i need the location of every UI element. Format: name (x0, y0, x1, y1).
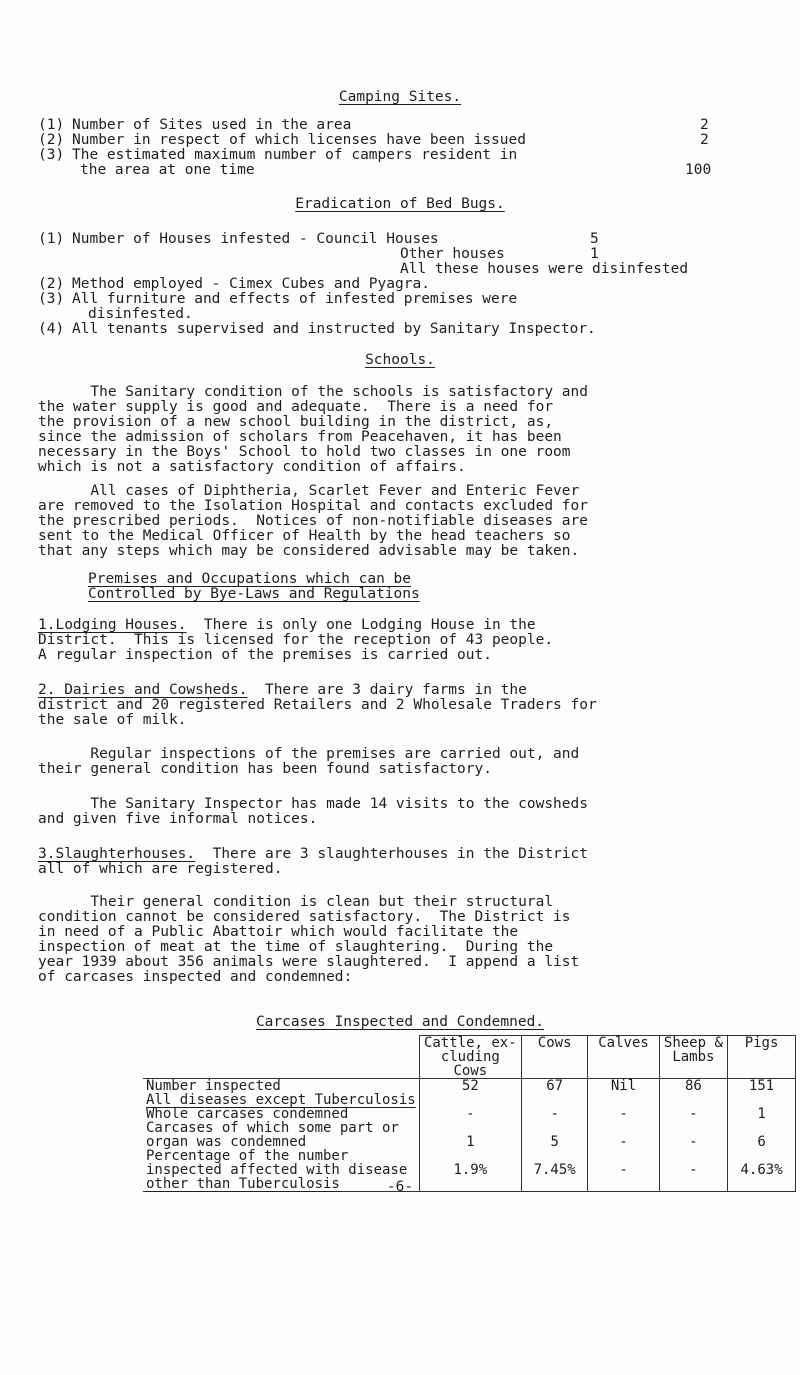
document-page: Camping Sites. (1) Number of Sites used in the area 2 (2) Number in respect of which licenses have been issued 2 (3) The estimated maximum number of campers resident in the area at one time 100 Eradication of Bed Bugs. (1) Number of Houses infested - Council Houses 5 Other houses 1 All these houses were disinfested (2) Method employed - Cimex Cubes and Pyagra. (3) All furniture and effects of infested premises were disinfested. (4) All tenants supervised and instructed by Sanitary Inspector. Schools. The Sanitary condition of the schools is satisfactory and the water supply is good and adequate. There is a need for the provision of a new school building in the district, as, since the admission of scholars from Peacehaven, it has been necessary in the Boys' School to hold two classes in one room which is not a satisfactory condition of affairs. All cases of Diphtheria, Scarlet Fever and Enteric Fever are removed to the Isolation Hospital and contacts excluded for the prescribed periods. Notices of non-notifiable diseases are sent to the Medical Officer of Health by the head teachers so that any steps which may be considered advisable may be taken. Premises and Occupations which can be Controlled by Bye-Laws and Regulations 1.Lodging Houses. There is only one Lodging House in the District. This is licensed for the reception of 43 people. A regular inspection of the premises is carried out. 2. Dairies and Cowsheds. There are 3 dairy farms in the district and 20 registered Retailers and 2 Wholesale Traders for the sale of milk. Regular inspections of the premises are carried out, and their general condition has been found satisfactory. The Sanitary Inspector has made 14 visits to the cowsheds and given five informal notices. 3.Slaughterhouses. There are 3 slaughterhouses in the District all of which are registered. Their general condition is clean but their structural condition cannot be considered satisfactory. The District is in need of a Public Abattoir which would facilitate the inspection of meat at the time of slaughtering. During the year 1939 about 356 animals were slaughtered. I append a list of carcases inspected and condemned: Carcases Inspected and Condemned. Cattle, ex- cluding Cows Cows Calves Sheep & Lambs Pigs Number inspected 52 67 Nil 86 151 All diseases except Tuberculosis Whole carcases condemned - - - - 1 Carcases of which some part or organ was condemned 1 5 - - 6 Percentage of the number inspected affected with disease other than Tuberculosis 1.9% 7.45% - - 4.63% -6- (0, 0, 800, 1375)
table-cell: 1 (728, 1093, 796, 1121)
table-cell: - (419, 1093, 521, 1121)
table-cell: 6 (728, 1121, 796, 1149)
bugs-item-1: (1) Number of Houses infested - Council Houses 5 (38, 231, 599, 247)
table-cell: 1.9% (419, 1149, 521, 1192)
table-cell: 151 (728, 1079, 796, 1094)
bugs-heading: Eradication of Bed Bugs. (295, 196, 505, 212)
table-row (143, 1093, 796, 1121)
table-cell: 4.63% (728, 1149, 796, 1192)
table-cell: - (659, 1093, 727, 1121)
table-cell: Nil (588, 1079, 659, 1094)
table-cell: 86 (659, 1079, 727, 1094)
bugs-item-3b: disinfested. (88, 306, 193, 322)
carcases-table (143, 1035, 796, 1192)
row-label: Percentage of the number inspected affected with disease other than Tuberculosis (143, 1149, 419, 1192)
row-label: All diseases except Tuberculosis Whole carcases condemned (143, 1093, 419, 1121)
column-header: Cattle, ex- cluding Cows (419, 1036, 521, 1079)
table-cell: - (588, 1093, 659, 1121)
row-label: Carcases of which some part or organ was condemned (143, 1121, 419, 1149)
dairies-heading: 2. Dairies and Cowsheds. (38, 682, 248, 698)
camping-item-3-cont: the area at one time 100 (80, 162, 712, 178)
table-cell: 52 (419, 1079, 521, 1094)
table-row (143, 1121, 796, 1149)
row-label: Number inspected (143, 1079, 419, 1094)
premises-heading-line2: Controlled by Bye-Laws and Regulations (88, 586, 420, 602)
bugs-item-1c: All these houses were disinfested (400, 261, 689, 277)
table-cell: 7.45% (521, 1149, 587, 1192)
premises-heading-line1: Premises and Occupations which can be (88, 571, 412, 587)
table-header-row (143, 1036, 796, 1079)
column-header: Cows (521, 1036, 587, 1079)
table-cell: - (659, 1149, 727, 1192)
camping-item-2: (2) Number in respect of which licenses have been issued 2 (38, 132, 709, 148)
table-cell: - (588, 1149, 659, 1192)
table-cell: - (588, 1121, 659, 1149)
camping-item-3: (3) The estimated maximum number of campers resident in (38, 147, 518, 163)
bugs-item-3: (3) All furniture and effects of infested premises were (38, 291, 518, 307)
table-cell: - (659, 1121, 727, 1149)
camping-item-1: (1) Number of Sites used in the area 2 (38, 117, 709, 133)
column-header: Pigs (728, 1036, 796, 1079)
bugs-item-1b: Other houses 1 (400, 246, 599, 262)
lodging-houses-heading: 1.Lodging Houses. (38, 617, 187, 633)
camping-heading: Camping Sites. (338, 89, 462, 105)
table-cell: 67 (521, 1079, 587, 1094)
table-cell: 1 (419, 1121, 521, 1149)
column-header: Calves (588, 1036, 659, 1079)
table-cell: 5 (521, 1121, 587, 1149)
carcases-heading: Carcases Inspected and Condemned. (255, 1014, 545, 1030)
table-cell: - (521, 1093, 587, 1121)
table-corner (143, 1036, 419, 1079)
page-number: -6- (386, 1179, 414, 1195)
bugs-item-4: (4) All tenants supervised and instructed by Sanitary Inspector. (38, 321, 596, 337)
table-row (143, 1079, 796, 1094)
column-header: Sheep & Lambs (659, 1036, 727, 1079)
schools-heading: Schools. (365, 352, 435, 368)
bugs-item-2: (2) Method employed - Cimex Cubes and Pyagra. (38, 276, 430, 292)
slaughterhouses-heading: 3.Slaughterhouses. (38, 846, 196, 862)
